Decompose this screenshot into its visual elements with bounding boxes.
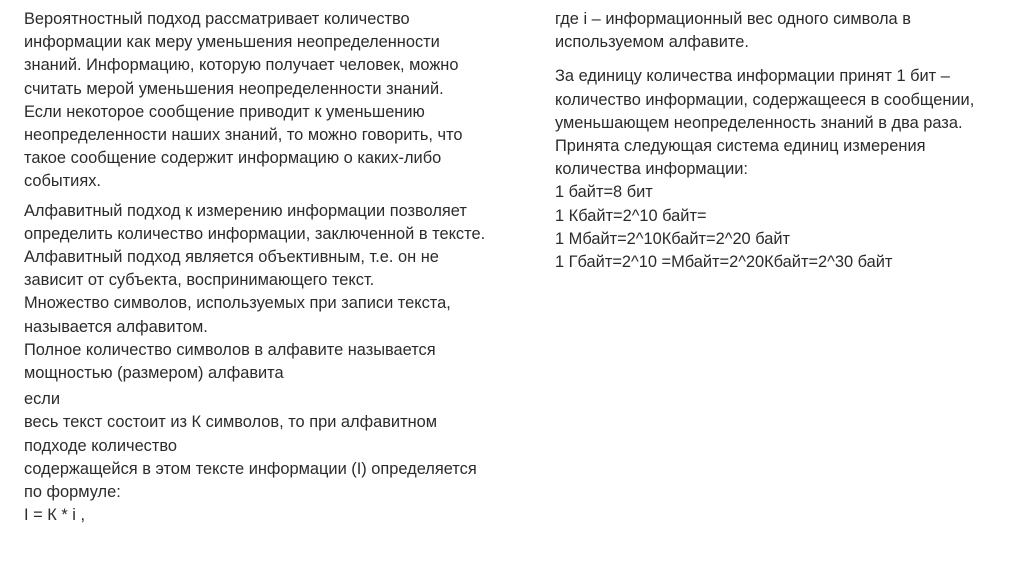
text-line: Множество символов, используемых при записи текста, — [24, 294, 451, 313]
text-line: Если некоторое сообщение приводит к уменьшению — [24, 102, 425, 121]
unit-line: 1 байт=8 бит — [555, 183, 653, 202]
text-line: называется алфавитом. — [24, 317, 208, 336]
text-line: Полное количество символов в алфавите называется — [24, 340, 436, 359]
text-line: содержащейся в этом тексте информации (I) определяется — [24, 459, 477, 478]
text-line: по формуле: — [24, 483, 121, 502]
formula-paragraph — [24, 388, 534, 527]
text-line: определить количество информации, заключенной в тексте. — [24, 224, 486, 243]
text-line: количество информации, содержащееся в сообщении, — [555, 90, 975, 109]
text-line: такое сообщение содержит информацию о каких-либо — [24, 149, 442, 168]
text-line: количества информации: — [555, 160, 748, 179]
text-line: неопределенности наших знаний, то можно говорить, что — [24, 126, 463, 145]
text-line: считать мерой уменьшения неопределенности знаний. — [24, 79, 444, 98]
formula-line: I = К * i , — [24, 506, 86, 525]
text-line: подходе количество — [24, 436, 178, 455]
text-line: где i – информационный вес одного символа в — [555, 10, 911, 28]
text-line: Вероятностный подход рассматривает количество — [24, 10, 410, 28]
unit-line: 1 Кбайт=2^10 байт= — [555, 206, 707, 225]
text-line: Принята следующая система единиц измерения — [555, 137, 926, 156]
alphabetic-approach-paragraph — [24, 200, 534, 386]
text-line: Алфавитный подход является объективным, т.е. он не — [24, 248, 439, 267]
text-line: зависит от субъекта, воспринимающего текст. — [24, 271, 375, 290]
text-line: если — [24, 390, 61, 409]
text-line: знаний. Информацию, которую получает человек, можно — [24, 56, 459, 75]
left-text-column — [24, 8, 534, 527]
units-paragraph — [555, 65, 1015, 274]
text-line: уменьшающем неопределенность знаний в два раза. — [555, 113, 963, 132]
text-line: используемом алфавите. — [555, 33, 749, 52]
text-line: событиях. — [24, 172, 101, 191]
probabilistic-approach-paragraph — [24, 8, 534, 194]
text-line: Алфавитный подход к измерению информации позволяет — [24, 201, 467, 220]
text-line: весь текст состоит из К символов, то при алфавитном — [24, 413, 438, 432]
right-text-column — [555, 8, 1015, 274]
text-line: мощностью (размером) алфавита — [24, 364, 284, 383]
text-line: информации как меру уменьшения неопределенности — [24, 33, 440, 52]
text-line: За единицу количества информации принят 1 бит – — [555, 67, 950, 86]
unit-line: 1 Мбайт=2^10Кбайт=2^20 байт — [555, 229, 791, 248]
unit-line: 1 Гбайт=2^10 =Мбайт=2^20Кбайт=2^30 байт — [555, 253, 893, 272]
symbol-weight-paragraph — [555, 8, 1015, 54]
